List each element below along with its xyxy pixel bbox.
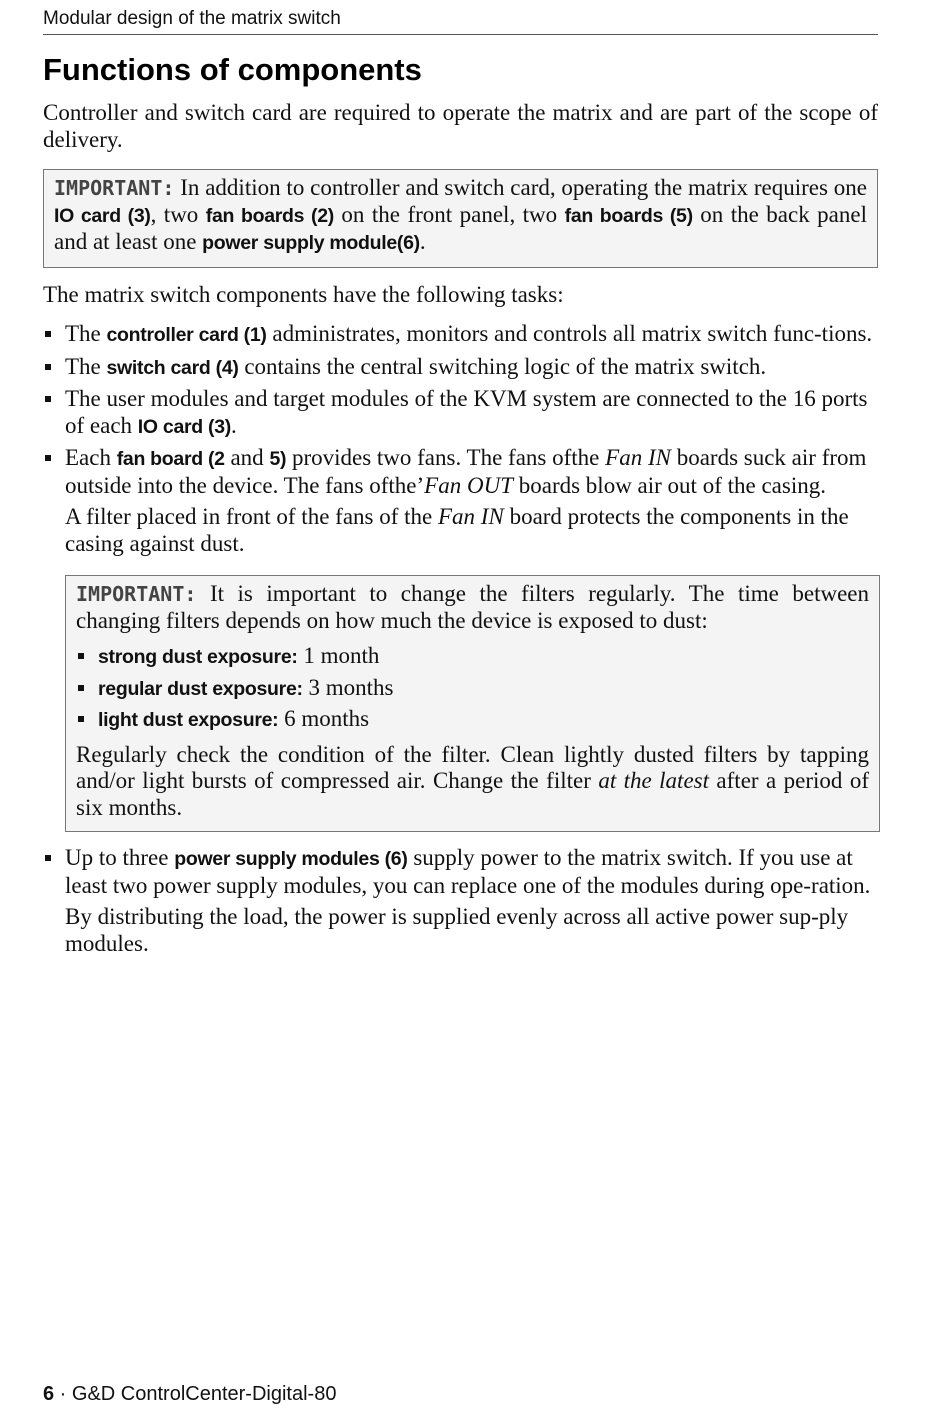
document-title: G&D ControlCenter-Digital-80: [71, 1383, 337, 1405]
list-item-strong-dust: [76, 643, 869, 671]
item-text: The user modules and target modules of the KVM system are connected to the 16 ports of each: [65, 386, 868, 438]
footer-separator: ·: [54, 1383, 72, 1405]
note-text: In addition to controller and switch card, operating the matrix requires one: [174, 175, 867, 200]
note-text: It is important to change the filters regularly. The time between changing filters depends on how much the device is exposed to dust:: [76, 581, 869, 633]
item-text: A filter placed in front of the fans of the: [65, 504, 438, 529]
list-item-controller-card: [43, 321, 878, 349]
interval-value: 3 months: [302, 674, 394, 700]
keyword-power-supply-modules: power supply modules (6): [174, 848, 408, 870]
important-label: IMPORTANT:: [76, 582, 197, 606]
item-text: The: [65, 353, 107, 379]
item-text: Each: [65, 445, 117, 470]
keyword-fan-boards-front: fan boards (2): [205, 204, 334, 227]
important-label: IMPORTANT:: [54, 176, 175, 200]
item-text: Up to three: [65, 845, 175, 870]
page-number: 6: [43, 1383, 55, 1405]
keyword-fan-board: fan board (2: [116, 448, 225, 470]
keyword-io-card: IO card (3): [54, 204, 151, 227]
keyword-light-dust: light dust exposure:: [98, 709, 279, 731]
list-item-light-dust: [76, 706, 869, 734]
note-text: on the back panel and at least one: [54, 201, 867, 254]
item-text: The: [65, 321, 107, 346]
tasks-lead-paragraph: The matrix switch components have the following tasks:: [43, 281, 564, 307]
keyword-switch-card: switch card (4): [106, 356, 239, 379]
keyword-power-supply-module: power supply module(6): [202, 232, 420, 254]
list-item-io-card: [43, 386, 878, 440]
term-fan-out: Fan OUT: [424, 472, 513, 498]
main-content: [43, 100, 878, 962]
item-text: boards blow air out of the casing.: [512, 472, 826, 498]
term-at-the-latest: at the latest: [598, 768, 709, 793]
note-text: on the front panel, two: [333, 201, 565, 227]
item-text: By distributing the load, the power is supplied evenly across all active power sup-ply modules.: [65, 904, 849, 956]
interval-value: 1 month: [297, 643, 380, 668]
page-title: Functions of components: [43, 52, 422, 87]
keyword-fan-boards-back: fan boards (5): [564, 204, 693, 227]
keyword-io-card: IO card (3): [137, 415, 231, 438]
component-task-list: [43, 321, 878, 557]
note-text: .: [419, 229, 426, 254]
note-text: Regularly check the condition of the filter. Clean lightly dusted filters by tapping and/or light bursts of compressed air. Change the filter: [76, 741, 869, 793]
item-text: administrates, monitors and controls all matrix switch func-tions.: [266, 321, 873, 346]
list-item-power-supply: [43, 845, 878, 957]
item-text: contains the central switching logic of the matrix switch.: [238, 353, 767, 379]
interval-value: 6 months: [278, 706, 370, 731]
keyword-controller-card: controller card (1): [106, 324, 267, 346]
page-footer: [43, 1381, 336, 1407]
keyword-fan-board-5: 5): [269, 448, 287, 470]
important-note-components: [43, 169, 878, 268]
list-item-fan-board: [43, 445, 878, 557]
term-fan-in: Fan IN: [605, 445, 671, 470]
list-item-switch-card: [43, 354, 878, 382]
item-text: provides two fans. The fans ofthe: [286, 445, 606, 470]
item-text: supply power to the matrix switch. If you use at least two power supply modules, you can replace one of the modules during ope-ration.: [65, 845, 871, 898]
component-task-list-continued: [43, 845, 878, 957]
item-text: boards suck air from outside into the device. The fans oftheʼ: [65, 445, 867, 498]
dust-exposure-list: [76, 643, 869, 734]
intro-paragraph: Controller and switch card are required to operate the matrix and are part of the scope of delivery.: [43, 100, 878, 152]
note-text: , two: [150, 201, 206, 227]
note-text: after a period of six months.: [76, 768, 869, 820]
list-item-regular-dust: [76, 675, 869, 703]
item-text: board protects the components in the casing against dust.: [65, 504, 849, 556]
item-text: and: [224, 445, 270, 470]
item-text: .: [230, 412, 237, 438]
important-note-filters: [65, 575, 880, 832]
term-fan-in: Fan IN: [438, 504, 504, 529]
keyword-regular-dust: regular dust exposure:: [98, 677, 303, 700]
keyword-strong-dust: strong dust exposure:: [98, 646, 298, 668]
running-header: Modular design of the matrix switch: [43, 6, 878, 35]
